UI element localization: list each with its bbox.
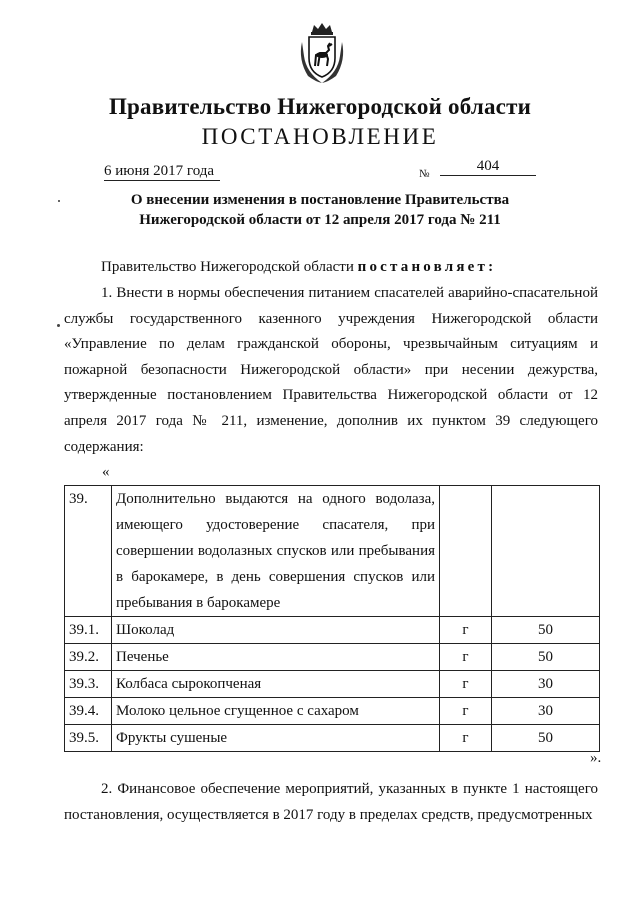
qty-cell: 50	[492, 644, 600, 671]
item-name: Молоко цельное сгущенное с сахаром	[112, 698, 440, 725]
subject-line-1: О внесении изменения в постановление Правительства	[130, 192, 510, 208]
unit-cell: г	[440, 725, 492, 752]
government-title: Правительство Нижегородской области	[108, 94, 532, 119]
row-number: 39.1.	[65, 617, 112, 644]
intro-paragraph	[64, 255, 598, 281]
unit-cell: г	[440, 698, 492, 725]
item-1-paragraph: 1. Внести в нормы обеспечения питанием спасателей аварийно-спасательной службы государственного казенного учреждения Нижегородской области «Управление по делам гражданской обороны, чрезвычайным ситуациям и пожарной безопасности Нижегородской области» при несении дежурства, утвержденные постановлением Правительства Нижегородской области от 12 апреля 2017 года № 211, изменение, дополнив их пунктом 39 следующего содержания:	[64, 285, 598, 455]
table-row	[65, 617, 600, 644]
qty-cell: 30	[492, 698, 600, 725]
subject-line-2: Нижегородской области от 12 апреля 2017 года № 211	[139, 212, 501, 228]
unit-cell	[440, 486, 492, 617]
table-row	[65, 486, 600, 617]
item-name: Шоколад	[112, 617, 440, 644]
qty-cell: 30	[492, 671, 600, 698]
document-number: 404	[440, 158, 536, 176]
item-name: Фрукты сушеные	[112, 725, 440, 752]
document-type: ПОСТАНОВЛЕНИЕ	[201, 124, 439, 149]
row-number: 39.4.	[65, 698, 112, 725]
row-number: 39.2.	[65, 644, 112, 671]
row-number: 39.5.	[65, 725, 112, 752]
row-number: 39.3.	[65, 671, 112, 698]
margin-mark	[57, 324, 60, 327]
intro-prefix: Правительство Нижегородской области	[101, 259, 354, 275]
unit-cell: г	[440, 644, 492, 671]
item-name: Печенье	[112, 644, 440, 671]
unit-cell: г	[440, 671, 492, 698]
quote-close: ».	[590, 750, 602, 766]
intro-action: постановляет:	[357, 259, 497, 275]
table-row	[65, 725, 600, 752]
norms-table	[64, 485, 600, 752]
table-row	[65, 698, 600, 725]
qty-cell: 50	[492, 725, 600, 752]
row-description: Дополнительно выдаются на одного водолаза, имеющего удостоверение спасателя, при совершении водолазных спусков или пребывания в барокамере, в день совершения спусков или пребывания в барокамере	[112, 486, 440, 617]
coat-of-arms-icon	[296, 22, 348, 84]
document-subject	[0, 190, 640, 230]
unit-cell: г	[440, 617, 492, 644]
document-date: 6 июня 2017 года	[104, 163, 220, 181]
table-row	[65, 671, 600, 698]
qty-cell	[492, 486, 600, 617]
scan-artifact	[58, 200, 60, 202]
table-row	[65, 644, 600, 671]
row-number: 39.	[65, 486, 112, 617]
quote-open: «	[102, 464, 110, 480]
number-label: №	[419, 168, 430, 180]
item-2-paragraph: 2. Финансовое обеспечение мероприятий, указанных в пункте 1 настоящего постановления, осуществляется в 2017 году в пределах средств, предусмотренных	[64, 781, 598, 823]
item-name: Колбаса сырокопченая	[112, 671, 440, 698]
qty-cell: 50	[492, 617, 600, 644]
